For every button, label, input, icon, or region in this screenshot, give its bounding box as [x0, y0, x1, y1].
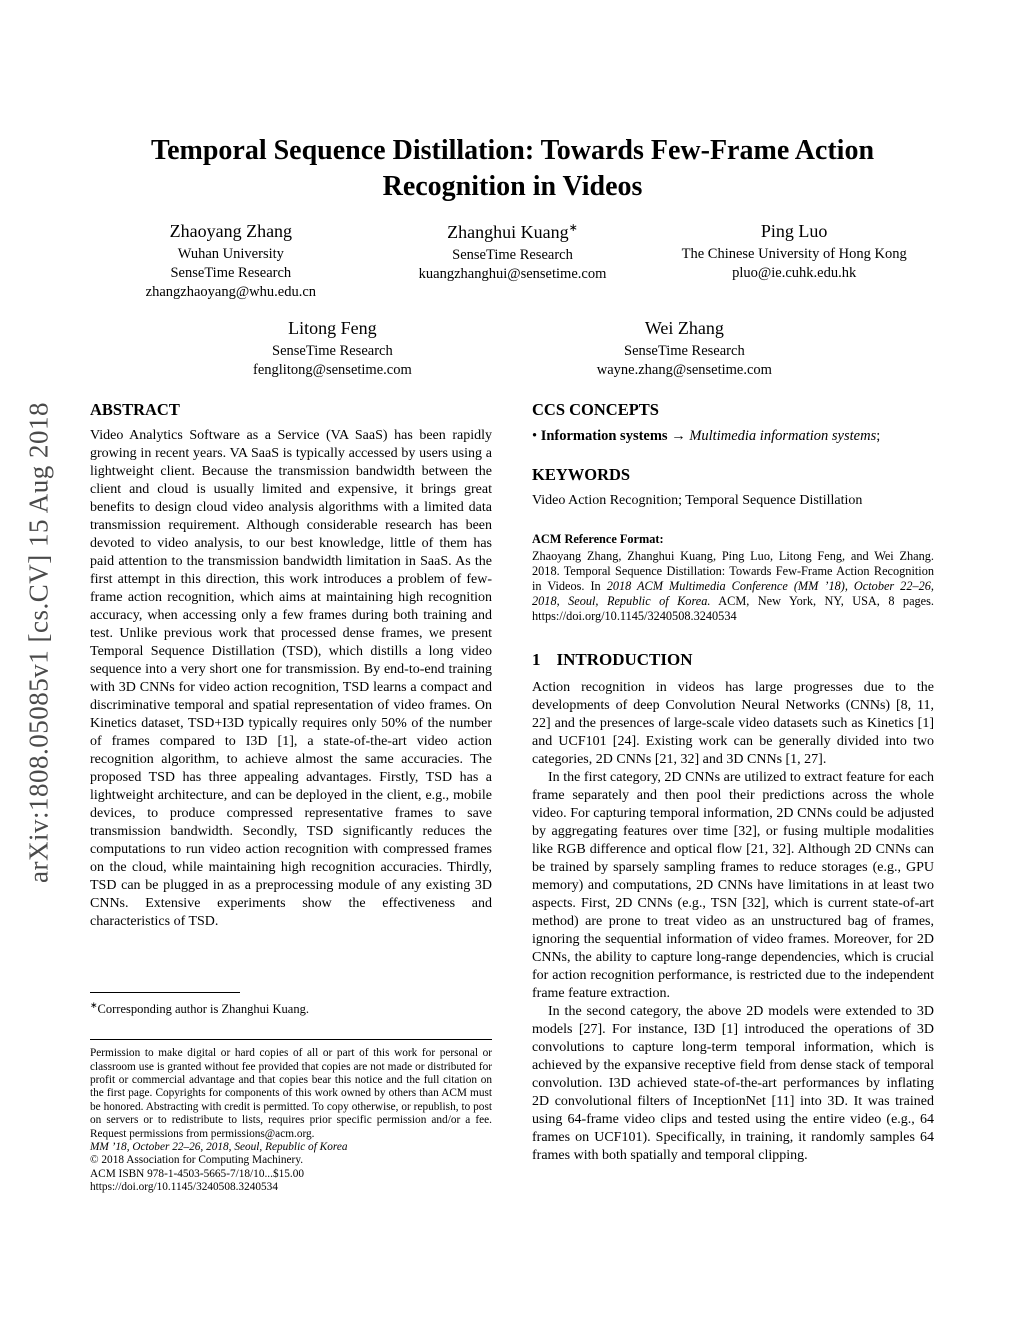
abstract-heading: ABSTRACT — [90, 399, 180, 419]
author-email: fenglitong@sensetime.com — [253, 361, 412, 378]
corresponding-author-mark: ∗ — [568, 221, 578, 234]
authors-row-2 — [90, 318, 935, 380]
author-affiliation: The Chinese University of Hong Kong — [681, 245, 907, 262]
paper-content — [90, 133, 935, 1195]
ccs-subcategory: Multimedia information systems — [689, 427, 877, 444]
arxiv-watermark: arXiv:1808.05085v1 [cs.CV] 15 Aug 2018 — [23, 402, 54, 883]
permission-statement: Permission to make digital or hard copies of all or part of this work for personal or classroom use is granted without fee provided that copies are not made or distributed for profit or commercial advantage and that copies bear this notice and the full citation on the first page. Copyrights for components of this work owned by others than ACM must be honored. Abstracting with credit is permitted. To copy otherwise, or republish, to post on servers or to redistribute to lists, requires prior specific permission and/or a fee. Request permissions from permissions@acm.org. — [90, 1047, 492, 1140]
author-email: kuangzhanghui@sensetime.com — [418, 265, 607, 282]
doi-line — [90, 1181, 492, 1194]
acm-reference-publisher: ACM, New York, NY, USA, 8 pages. — [710, 593, 934, 608]
author-block-ping-luo — [653, 221, 935, 302]
ccs-category: Information systems — [540, 427, 668, 444]
keywords-heading: KEYWORDS — [532, 464, 631, 484]
doi-link[interactable]: https://doi.org/10.1145/3240508.3240534 — [90, 1181, 278, 1194]
copyright-line: © 2018 Association for Computing Machinery. — [90, 1154, 304, 1167]
author-block-zhanghui-kuang — [372, 221, 654, 302]
author-email: wayne.zhang@sensetime.com — [596, 361, 772, 378]
ccs-heading: CCS CONCEPTS — [532, 399, 659, 419]
author-affiliation: SenseTime Research — [624, 342, 745, 359]
footnote-marker: ∗ — [90, 1000, 98, 1011]
intro-paragraph-2: In the first category, 2D CNNs are utilized to extract feature for each frame separately and then pool their predictions across the whole video. For capturing temporal information, 2D CNNs could be adjusted by aggregating features over time [32], or fusing multiple modalities like RGB difference and optical flow [21, 32]. Although 2D CNNs can be trained by sparsely sampling frames to reduce storages (e.g., GPU memory) and computations, 2D CNNs have limitations in at least two aspects. First, 2D CNNs (e.g., TSN [32], which is current state-of-art method) are prone to treat video as an unstructured bag of frames, ignoring the sequential information of video frames. Moreover, for 2D CNNs, the ability to capture long-range dependencies, which is crucial for action recognition performance, is restricted due to the independent frame feature extraction. — [532, 769, 934, 1001]
author-name: Ping Luo — [760, 220, 828, 241]
acm-reference-doi-link[interactable]: https://doi.org/10.1145/3240508.3240534 — [532, 608, 737, 623]
section-title: INTRODUCTION — [556, 649, 693, 669]
abstract-text: Video Analytics Software as a Service (VA SaaS) has been rapidly growing in recent years. VA SaaS is typically accessed by users using a lightweight client. Because the transmission bandwidth between the client and cloud is usually limited and expensive, it brings great benefits to design cloud video analysis algorithms with a limited data transmission requirement. Although considerable research has been devoted to video analysis, to our best knowledge, little of them has paid attention to the transmission bandwidth limitation in SaaS. As the first attempt in this direction, this work introduces a problem of few-frame action recognition, which aims at maintaining high recognition accuracy, when accessing only a few frames during both training and test. Unlike previous work that processed dense frames, we present Temporal Sequence Distillation (TSD), which distills a long video sequence into a very short one for transmission. By end-to-end training with 3D CNNs for video action recognition, TSD learns a compact and discriminative temporal and spatial representation of video frames. On Kinetics dataset, TSD+I3D typically requires only 50% of the number of frames compared to I3D [1], a state-of-the-art video action recognition algorithm, to achieve almost the same accuracies. The proposed TSD has three appealing advantages. Firstly, TSD has a lightweight architecture, and can be deployed in the client, e.g., mobile devices, to produce compressed representative frames to save transmission bandwidth. Secondly, TSD significantly reduces the computations to run video action recognition with compressed frames on the cloud, while maintaining high recognition accuracies. Thirdly, TSD can be plugged in as a preprocessing module of any existing 3D CNNs. Extensive experiments show the effectiveness and characteristics of TSD. — [90, 427, 492, 929]
ccs-semicolon: ; — [876, 427, 881, 444]
acm-reference-label: ACM Reference Format: — [532, 531, 664, 546]
permission-rule — [90, 1039, 492, 1040]
corresponding-author-footnote — [90, 998, 492, 1017]
author-name: Wei Zhang — [644, 317, 724, 338]
ccs-concepts-line — [532, 427, 934, 445]
acm-reference-text: Zhaoyang Zhang, Zhanghui Kuang, Ping Luo, Litong Feng, and Wei Zhang. 2018. Temporal Sequence Distillation: Towards Few-Frame Action Recognition in Videos. In — [532, 548, 934, 593]
author-affiliation: SenseTime Research — [452, 246, 573, 263]
section-1-heading — [532, 650, 934, 670]
footnote-text: Corresponding author is Zhanghui Kuang. — [97, 1002, 309, 1017]
author-name: Litong Feng — [288, 317, 377, 338]
author-block-litong-feng — [253, 318, 412, 380]
paper-title: Temporal Sequence Distillation: Towards Few-Frame Action Recognition in Videos — [150, 135, 875, 202]
author-email: pluo@ie.cuhk.edu.hk — [732, 264, 857, 281]
acm-reference-format — [532, 532, 934, 624]
section-number: 1 — [532, 649, 541, 669]
authors-row-1 — [90, 221, 935, 302]
author-affiliation: SenseTime Research — [272, 342, 393, 359]
author-name — [372, 221, 654, 243]
author-block-wei-zhang — [597, 318, 772, 380]
isbn-line: ACM ISBN 978-1-4503-5665-7/18/10...$15.00 — [90, 1167, 305, 1180]
footnote-and-permission-block — [90, 992, 492, 1195]
left-column — [90, 400, 492, 1195]
two-column-body — [90, 400, 935, 1195]
intro-paragraph-3: In the second category, the above 2D models were extended to 3D models [27]. For instance, I3D [1] introduced the operations of 3D convolutions to capture long-term temporal information, which is achieved by the expansive receptive field from dense stack of temporal convolution. I3D achieved state-of-the-art performances by inflating 2D convolutional filters of InceptionNet [11] into 3D. It was trained using 64-frame video clips and tested using the entire video (e.g., 64 frames on UCF101). Specifically, in training, it randomly samples 64 frames with both spatially and temporal clipping. — [532, 1003, 934, 1163]
author-name-text: Zhanghui Kuang — [447, 221, 569, 242]
author-email: zhangzhaoyang@whu.edu.cn — [145, 283, 317, 300]
conference-line: MM ’18, October 22–26, 2018, Seoul, Republic of Korea — [90, 1141, 348, 1154]
intro-paragraph-1: Action recognition in videos has large progresses due to the developments of deep Convolution Neural Networks (CNNs) [8, 11, 22] and the presences of large-scale video datasets such as Kinetics [1] and UCF101 [24]. Existing work can be generally divided into two categories, 2D CNNs [21, 32] and 3D CNNs [1, 27]. — [532, 679, 934, 767]
footnote-rule — [90, 992, 240, 993]
ccs-bullet: • — [532, 427, 541, 444]
author-block-zhaoyang-zhang — [90, 221, 372, 302]
right-column — [532, 400, 934, 1195]
ccs-arrow-icon: → — [667, 427, 690, 444]
author-affiliation: SenseTime Research — [170, 264, 292, 281]
keywords-text: Video Action Recognition; Temporal Sequence Distillation — [532, 492, 863, 508]
author-name: Zhaoyang Zhang — [169, 220, 293, 241]
acm-reference-venue: 2018 ACM Multimedia Conference (MM ’18), October 22–26, 2018, Seoul, Republic of Korea. — [532, 578, 934, 608]
author-affiliation: Wuhan University — [177, 245, 284, 262]
